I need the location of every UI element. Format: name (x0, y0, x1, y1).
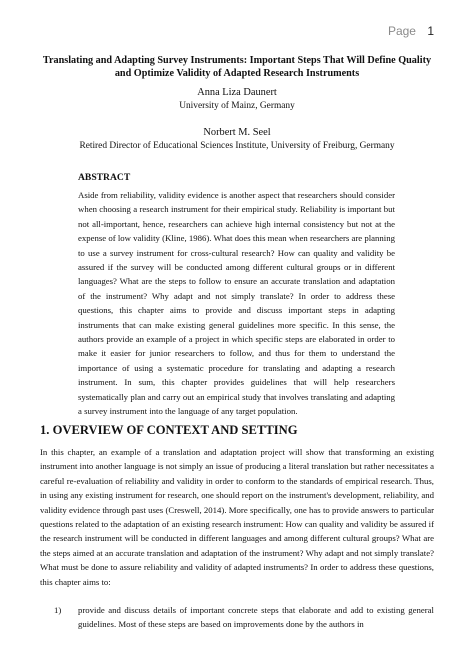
body-paragraph: In this chapter, an example of a translation and adaptation project will show that transforming an existing instrument into another language is not simply an issue of producing a literal translation but rather necessitates a careful re-evaluation of reliability and validity in order to conform to the standards of empirical research. Thus, in using any existing instrument for research, one should report on the instrument's development, reliability, and validity evidence through past uses (Creswell, 2014). More specifically, one has to provide answers to particular questions related to the adaptation of an existing research instrument: How can quality and validity be assured if the research instrument will be conducted in different languages and among different cultural groups? What are the steps aimed at an accurate translation and adaptation of the instrument? Why adapt and not simply translate? What must be done to assure reliability and validity of adapted instruments? In order to address these questions, this chapter aims to: (40, 447, 434, 587)
section-heading: 1. OVERVIEW OF CONTEXT AND SETTING (40, 423, 298, 437)
list-marker: 1) (54, 605, 62, 615)
abstract-heading: ABSTRACT (78, 172, 131, 183)
list-item-text: provide and discuss details of important concrete steps that elaborate and add to existing general guidelines. Most of these steps are based on improvements done by the authors in (78, 605, 434, 630)
page-label: Page (387, 24, 416, 38)
author-affiliation: Retired Director of Educational Sciences Institute, University of Freiburg, Germany (79, 141, 395, 151)
author-name: Norbert M. Seel (203, 127, 271, 138)
abstract-text: Aside from reliability, validity evidence is another aspect that researchers should consider when choosing a research instrument for their empirical study. Reliability is important but not all-important, hence, researchers can achieve high internal consistency but not at the expense of low validity (Kline, 1986). What does this mean when researchers are planning to use a survey instrument for cross-cultural research? How can quality and validity be assured if the survey will be conducted among different cultural groups or in different languages? What are the steps to follow to ensure an accurate translation and adaptation of the instrument? Why adapt and not simply translate? In order to address these questions, this chapter aims to provide and discuss important steps in adapting instruments that can make existing general guidelines more specific. In this sense, the authors provide an example of a project in which specific steps are elaborated in order to make it easier for junior researchers to follow, and thus for them to understand the importance of using a systematic procedure for translating and adapting a research instrument. In sum, this chapter provides guidelines that will help researchers systematically plan and carry out an empirical study that involves translating and adapting a survey instrument into the language of any target population. (78, 190, 395, 417)
paper-title: Translating and Adapting Survey Instruments: Important Steps That Will Define Quality and Optimize Validity of Adapted Research Instruments (42, 55, 432, 79)
page-number: 1 (427, 24, 434, 38)
author-affiliation: University of Mainz, Germany (179, 101, 295, 111)
page-header (388, 24, 434, 38)
author-name: Anna Liza Daunert (197, 87, 277, 98)
